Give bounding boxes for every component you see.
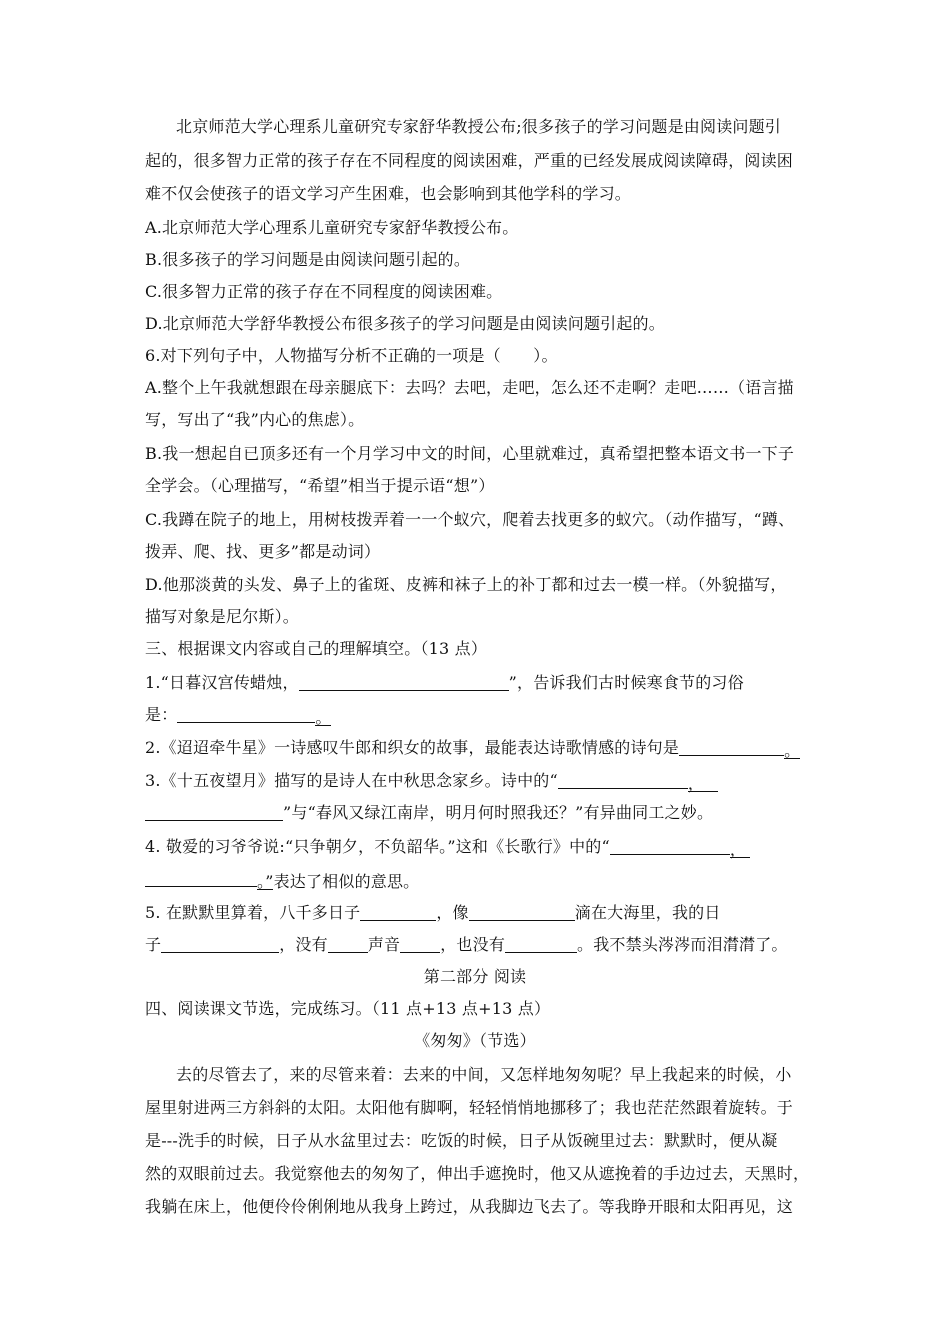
question-6-stem: 6.对下列句子中，人物描写分析不正确的一项是（ ）。 (145, 346, 558, 365)
paragraph-line: 难不仅会使孩子的语文学习产生困难，也会影响到其他学科的学习。 (145, 184, 632, 203)
fill-q5-line1: 5. 在默默里算着，八千多日子 ，像 滴在大海里，我的日 (145, 903, 721, 922)
q6-option-a-cont: 写，写出了“我”内心的焦虑）。 (145, 410, 365, 429)
answer-blank[interactable] (161, 935, 279, 953)
q6-option-b-cont: 全学会。（心理描写，“希望”相当于提示语“想”） (145, 476, 495, 495)
q6-option-a: A.整个上午我就想跟在母亲腿底下：去吗？去吧，走吧，怎么还不走啊？走吧……（语言描 (145, 378, 794, 397)
fill-q1-line1: 1.“日暮汉宫传蜡烛， ”，告诉我们古时候寒食节的习俗 (145, 673, 744, 692)
fill-q1-line2: 是： 。 (145, 705, 332, 727)
fill-q3-line1: 3.《十五夜望月》描写的是诗人在中秋思念家乡。诗中的“ ， (145, 771, 718, 792)
answer-blank[interactable] (558, 771, 688, 789)
answer-blank[interactable] (328, 935, 368, 953)
q6-option-d-cont: 描写对象是尼尔斯）。 (145, 607, 300, 626)
section-3-title: 三、根据课文内容或自己的理解填空。（13 点） (145, 639, 488, 658)
q6-option-d: D.他那淡黄的头发、鼻子上的雀斑、皮裤和袜子上的补丁都和过去一模一样。（外貌描写， (145, 575, 787, 594)
answer-blank[interactable] (400, 935, 440, 953)
fill-q5-line2: 子 ，没有 声音 ，也没有 。我不禁头涔涔而泪潸潸了。 (145, 935, 788, 954)
answer-blank[interactable] (679, 738, 784, 756)
q6-option-b: B.我一想起自已顶多还有一个月学习中文的时间，心里就难过，真希望把整本语文书一下子 (145, 444, 795, 463)
answer-blank[interactable] (469, 903, 575, 921)
passage-line: 是---洗手的时候，日子从水盆里过去：吃饭的时候，日子从饭碗里过去：默默时，便从凝 (145, 1131, 778, 1150)
q6-option-c-cont: 拨弄、爬、找、更多”都是动词） (145, 542, 381, 561)
section-4-title: 四、阅读课文节选，完成练习。（11 点+13 点+13 点） (145, 999, 551, 1018)
part-2-heading: 第二部分 阅读 (423, 967, 527, 986)
answer-blank[interactable] (299, 673, 509, 691)
option-d: D.北京师范大学舒华教授公布很多孩子的学习问题是由阅读问题引起的。 (145, 314, 665, 333)
answer-blank[interactable] (505, 935, 577, 953)
passage-line: 屋里射进两三方斜斜的太阳。太阳他有脚啊，轻轻悄悄地挪移了；我也茫茫然跟着旋转。于 (145, 1098, 794, 1117)
answer-blank[interactable] (610, 837, 730, 855)
answer-blank[interactable] (360, 903, 436, 921)
passage-line: 然的双眼前过去。我觉察他去的匆匆了，伸出手遮挽时，他又从遮挽着的手边过去，天黑时， (145, 1164, 810, 1183)
passage-line: 我躺在床上，他便伶伶俐俐地从我身上跨过，从我脚边飞去了。等我睁开眼和太阳再见，这 (145, 1197, 794, 1216)
fill-q3-line2: ”与“春风又绿江南岸，明月何时照我还？”有异曲同工之妙。 (145, 803, 713, 823)
fill-q4-line2: 。”表达了相似的意思。 (145, 869, 273, 890)
fill-q4-line1: 4. 敬爱的习爷爷说:“只争朝夕，不负韶华。”这和《长歌行》中的“ ， (145, 837, 750, 858)
option-c: C.很多智力正常的孩子存在不同程度的阅读困难。 (145, 282, 503, 301)
paragraph-line: 北京师范大学心理系儿童研究专家舒华教授公布;很多孩子的学习问题是由阅读问题引 (176, 117, 781, 136)
passage-line: 去的尽管去了，来的尽管来着：去来的中间，又怎样地匆匆呢？早上我起来的时候，小 (176, 1065, 792, 1084)
q6-option-c: C.我蹲在院子的地上，用树枝拨弄着一一个蚁穴，爬着去找更多的蚁穴。（动作描写，“蹲、 (145, 510, 795, 529)
option-a: A.北京师范大学心理系儿童研究专家舒华教授公布。 (145, 218, 519, 237)
passage-title: 《匆匆》（节选） (414, 1031, 536, 1050)
answer-blank[interactable] (145, 869, 257, 887)
paragraph-line: 起的，很多智力正常的孩子存在不同程度的阅读困难，严重的已经发展成阅读障碍，阅读困 (145, 151, 794, 170)
answer-blank[interactable] (145, 803, 283, 821)
answer-blank[interactable] (177, 705, 315, 723)
fill-q2: 2.《迢迢牵牛星》一诗感叹牛郎和织女的故事，最能表达诗歌情感的诗句是 。 (145, 738, 801, 760)
option-b: B.很多孩子的学习问题是由阅读问题引起的。 (145, 250, 471, 269)
